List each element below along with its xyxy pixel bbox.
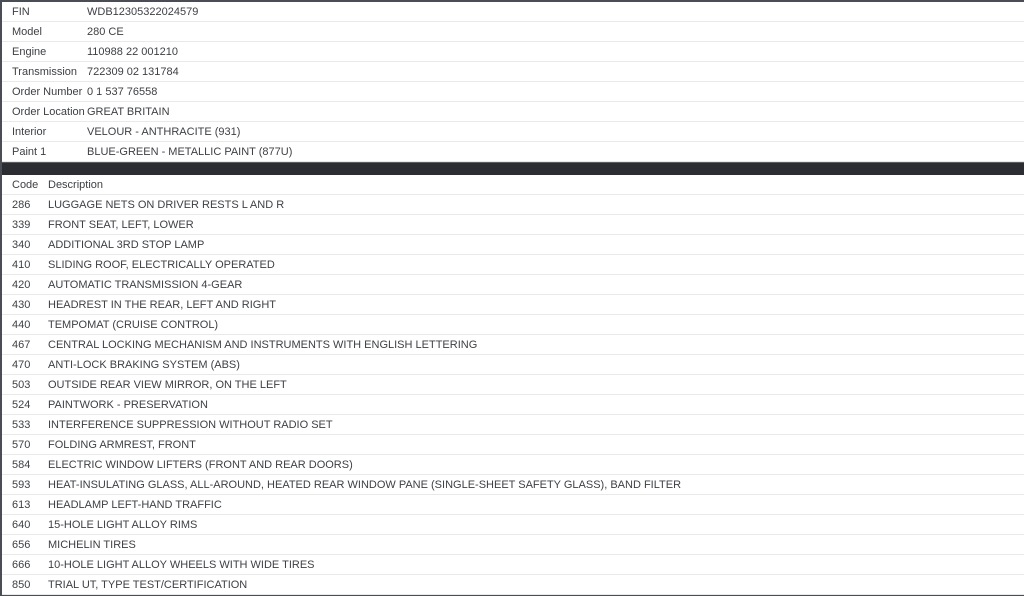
option-code: 570 (12, 438, 31, 451)
option-code: 584 (12, 458, 31, 471)
option-code-row (2, 335, 1024, 355)
field-value: BLUE-GREEN - METALLIC PAINT (877U) (87, 145, 293, 158)
option-code: 430 (12, 298, 31, 311)
vehicle-info-row (2, 102, 1024, 122)
option-description: HEAT-INSULATING GLASS, ALL-AROUND, HEATED REAR WINDOW PANE (SINGLE-SHEET SAFETY GLASS), BAND FILTER (48, 478, 682, 491)
option-description: ELECTRIC WINDOW LIFTERS (FRONT AND REAR DOORS) (48, 458, 353, 471)
option-description: PAINTWORK - PRESERVATION (48, 398, 208, 411)
option-code-row (2, 495, 1024, 515)
option-description: HEADLAMP LEFT-HAND TRAFFIC (48, 498, 222, 511)
field-label: Paint 1 (12, 145, 47, 158)
option-description: TEMPOMAT (CRUISE CONTROL) (48, 318, 219, 331)
option-code-row (2, 295, 1024, 315)
option-code: 420 (12, 278, 31, 291)
vehicle-info-rows (2, 2, 1024, 162)
option-description: 15-HOLE LIGHT ALLOY RIMS (48, 518, 198, 531)
vehicle-info-row (2, 122, 1024, 142)
option-code-row (2, 395, 1024, 415)
field-label: Interior (12, 125, 47, 138)
option-description: AUTOMATIC TRANSMISSION 4-GEAR (48, 278, 243, 291)
option-description: ANTI-LOCK BRAKING SYSTEM (ABS) (48, 358, 240, 371)
field-value: 110988 22 001210 (87, 45, 178, 58)
field-value: VELOUR - ANTHRACITE (931) (87, 125, 241, 138)
field-label: FIN (12, 5, 30, 18)
description-column-header: Description (48, 178, 104, 191)
option-code-row (2, 235, 1024, 255)
field-value: 722309 02 131784 (87, 65, 179, 78)
option-code-row (2, 475, 1024, 495)
option-description: HEADREST IN THE REAR, LEFT AND RIGHT (48, 298, 276, 311)
option-code: 340 (12, 238, 31, 251)
option-code: 524 (12, 398, 31, 411)
option-description: LUGGAGE NETS ON DRIVER RESTS L AND R (48, 198, 285, 211)
vehicle-info-row (2, 142, 1024, 162)
field-value: GREAT BRITAIN (87, 105, 170, 118)
field-label: Model (12, 25, 42, 38)
option-description: OUTSIDE REAR VIEW MIRROR, ON THE LEFT (48, 378, 287, 391)
field-value: WDB12305322024579 (87, 5, 199, 18)
option-code-row (2, 415, 1024, 435)
vehicle-info-row (2, 62, 1024, 82)
option-description: MICHELIN TIRES (48, 538, 136, 551)
option-description: 10-HOLE LIGHT ALLOY WHEELS WITH WIDE TIRES (48, 558, 315, 571)
option-code: 593 (12, 478, 31, 491)
page-content (2, 2, 1024, 595)
option-description: TRIAL UT, TYPE TEST/CERTIFICATION (48, 578, 248, 591)
field-label: Order Number (12, 85, 83, 98)
option-code-row (2, 195, 1024, 215)
option-code-row (2, 315, 1024, 335)
option-code: 339 (12, 218, 31, 231)
option-description: CENTRAL LOCKING MECHANISM AND INSTRUMENTS WITH ENGLISH LETTERING (48, 338, 478, 351)
field-value: 280 CE (87, 25, 124, 38)
vehicle-info-row (2, 82, 1024, 102)
option-description: ADDITIONAL 3RD STOP LAMP (48, 238, 205, 251)
option-description: SLIDING ROOF, ELECTRICALLY OPERATED (48, 258, 275, 271)
option-description: INTERFERENCE SUPPRESSION WITHOUT RADIO SET (48, 418, 333, 431)
option-code: 666 (12, 558, 31, 571)
option-code: 640 (12, 518, 31, 531)
vehicle-info-row (2, 22, 1024, 42)
field-label: Transmission (12, 65, 77, 78)
field-label: Engine (12, 45, 47, 58)
vehicle-info-table (2, 2, 1024, 162)
option-code-row (2, 375, 1024, 395)
option-code: 656 (12, 538, 31, 551)
vehicle-info-row (2, 2, 1024, 22)
option-code-row (2, 555, 1024, 575)
option-code-row (2, 535, 1024, 555)
option-code: 613 (12, 498, 31, 511)
option-code: 850 (12, 578, 31, 591)
option-code: 470 (12, 358, 31, 371)
option-code-row (2, 575, 1024, 595)
option-code: 440 (12, 318, 31, 331)
option-codes-table (2, 175, 1024, 595)
option-description: FOLDING ARMREST, FRONT (48, 438, 196, 451)
option-description: FRONT SEAT, LEFT, LOWER (48, 218, 194, 231)
option-code-row (2, 255, 1024, 275)
vehicle-info-row (2, 42, 1024, 62)
option-code: 467 (12, 338, 31, 351)
option-code: 533 (12, 418, 31, 431)
option-code: 410 (12, 258, 31, 271)
option-code-row (2, 215, 1024, 235)
option-code: 286 (12, 198, 31, 211)
option-code-row (2, 435, 1024, 455)
option-codes-rows (2, 195, 1024, 595)
section-divider (2, 162, 1024, 175)
code-column-header: Code (12, 178, 39, 191)
option-code-row (2, 355, 1024, 375)
option-code-row (2, 275, 1024, 295)
option-code: 503 (12, 378, 31, 391)
field-label: Order Location (12, 105, 85, 118)
option-code-row (2, 515, 1024, 535)
option-code-row (2, 455, 1024, 475)
option-codes-header-row (2, 175, 1024, 195)
field-value: 0 1 537 76558 (87, 85, 158, 98)
